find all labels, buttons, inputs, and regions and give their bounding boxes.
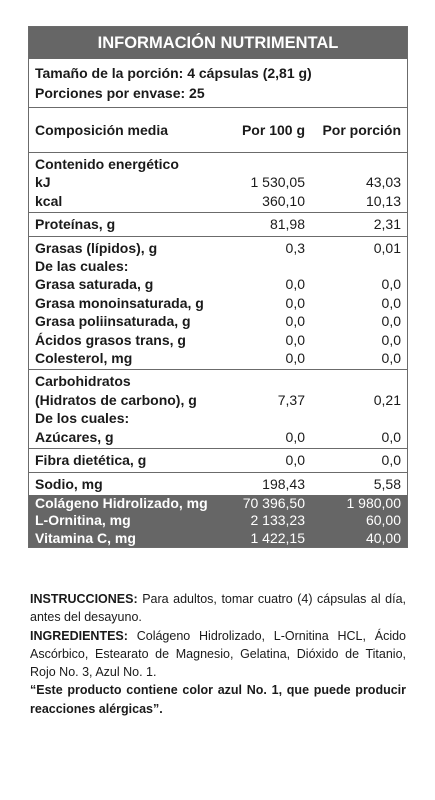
nutrient-label: Contenido energético <box>35 156 179 172</box>
value-per-100g: 0,0 <box>285 452 305 469</box>
nutrient-row <box>29 512 407 530</box>
nutrient-row <box>29 312 407 330</box>
value-per-serving: 10,13 <box>365 192 401 209</box>
nutrient-row <box>29 475 407 493</box>
nutrient-section <box>29 237 407 371</box>
instructions-label: INSTRUCCIONES: <box>30 592 138 606</box>
nutrient-row <box>29 215 407 233</box>
nutrient-row <box>29 495 407 513</box>
nutrient-label: Carbohidratos <box>35 373 131 390</box>
nutrient-section <box>29 370 407 449</box>
nutrient-label: (Hidratos de carbono), g <box>35 391 197 408</box>
ingredients <box>30 627 406 682</box>
value-per-100g: 7,37 <box>277 391 305 408</box>
value-per-100g <box>223 155 305 173</box>
nutrient-row <box>29 275 407 293</box>
servings-per-container: Porciones por envase: 25 <box>35 85 205 101</box>
nutrition-facts-panel <box>28 26 408 548</box>
value-per-serving: 40,00 <box>365 529 401 546</box>
value-per-serving: 2,31 <box>373 216 401 233</box>
value-per-100g: 0,0 <box>285 276 305 293</box>
nutrient-section <box>29 153 407 213</box>
nutrient-label: kcal <box>35 192 63 209</box>
nutrient-label: Fibra dietética, g <box>35 452 147 469</box>
serving-size: Tamaño de la porción: 4 cápsulas (2,81 g) <box>35 65 312 81</box>
value-per-100g: 0,0 <box>285 313 305 330</box>
nutrient-row <box>29 331 407 349</box>
ingredients-text: Colágeno Hidrolizado, L-Ornitina HCL, Ácido Ascórbico, Estearato de Magnesio, Gelatina, Dióxido de Titanio, Rojo No. 3, Azul No. 1. <box>30 628 406 680</box>
nutrient-section <box>29 449 407 472</box>
value-per-serving: 0,0 <box>381 452 401 469</box>
nutrient-row <box>29 257 407 275</box>
nutrient-label: kJ <box>35 174 51 191</box>
value-per-100g: 0,3 <box>285 239 305 256</box>
column-label: Composición media <box>35 122 169 138</box>
nutrient-label: De los cuales: <box>35 410 130 427</box>
nutrient-row <box>29 294 407 312</box>
value-per-100g: 0,0 <box>285 428 305 445</box>
column-per-serving: Por porción <box>322 122 401 138</box>
value-per-serving <box>305 409 407 427</box>
column-header <box>29 108 407 153</box>
value-per-100g <box>223 409 305 427</box>
value-per-100g: 1 530,05 <box>250 174 305 191</box>
nutrient-label: Sodio, mg <box>35 475 103 492</box>
nutrient-label: Grasas (lípidos), g <box>35 239 158 256</box>
value-per-serving: 0,0 <box>381 350 401 367</box>
nutrient-row <box>29 349 407 367</box>
nutrient-label: Grasa poliinsaturada, g <box>35 313 191 330</box>
value-per-100g <box>223 257 305 275</box>
nutrient-label: Vitamina C, mg <box>35 529 136 546</box>
nutrient-row <box>29 239 407 257</box>
nutrient-row <box>29 192 407 210</box>
allergy-warning: “Este producto contiene color azul No. 1, que puede producir reacciones alérgicas”. <box>30 683 406 716</box>
panel-title: INFORMACIÓN NUTRIMENTAL <box>29 27 407 59</box>
value-per-100g: 198,43 <box>262 475 305 492</box>
instructions-text: Para adultos, tomar cuatro (4) cápsulas al día, antes del desayuno. <box>30 592 406 625</box>
value-per-serving: 0,0 <box>381 428 401 445</box>
nutrient-label: L-Ornitina, mg <box>35 512 131 529</box>
nutrient-row <box>29 173 407 191</box>
serving-info <box>29 59 407 108</box>
nutrient-label: Grasa saturada, g <box>35 276 154 293</box>
nutrient-section <box>29 473 407 495</box>
value-per-serving: 0,0 <box>381 294 401 311</box>
value-per-serving: 5,58 <box>373 475 401 492</box>
nutrient-row <box>29 155 407 173</box>
value-per-100g: 2 133,23 <box>250 512 305 529</box>
highlight-section <box>29 495 407 548</box>
nutrient-label: Proteínas, g <box>35 216 116 233</box>
nutrient-row <box>29 451 407 469</box>
value-per-100g: 1 422,15 <box>250 529 305 546</box>
value-per-100g: 360,10 <box>262 192 305 209</box>
value-per-serving: 60,00 <box>365 512 401 529</box>
nutrient-section <box>29 213 407 236</box>
value-per-serving: 0,21 <box>373 391 401 408</box>
nutrient-row <box>29 391 407 409</box>
nutrient-label: Azúcares, g <box>35 428 114 445</box>
column-per100: Por 100 g <box>241 122 305 138</box>
value-per-serving <box>305 155 407 173</box>
ingredients-label: INGREDIENTES: <box>30 628 128 643</box>
label-notes <box>30 590 406 718</box>
nutrient-label: Ácidos grasos trans, g <box>35 331 186 348</box>
value-per-100g: 70 396,50 <box>242 494 305 511</box>
value-per-serving: 0,0 <box>381 276 401 293</box>
nutrient-label: Colágeno Hidrolizado, mg <box>35 494 208 511</box>
nutrient-label: Grasa monoinsaturada, g <box>35 294 204 311</box>
value-per-100g: 81,98 <box>269 216 305 233</box>
value-per-100g: 0,0 <box>285 294 305 311</box>
value-per-serving: 0,0 <box>381 313 401 330</box>
value-per-100g <box>223 372 305 390</box>
instructions <box>30 590 406 627</box>
nutrient-row <box>29 530 407 548</box>
value-per-serving: 43,03 <box>365 174 401 191</box>
value-per-100g: 0,0 <box>285 350 305 367</box>
nutrient-label: De las cuales: <box>35 258 129 275</box>
value-per-serving: 1 980,00 <box>346 494 401 511</box>
value-per-serving <box>305 257 407 275</box>
nutrient-label: Colesterol, mg <box>35 350 133 367</box>
nutrient-row <box>29 428 407 446</box>
nutrient-row <box>29 372 407 390</box>
value-per-serving <box>305 372 407 390</box>
value-per-100g: 0,0 <box>285 331 305 348</box>
value-per-serving: 0,01 <box>373 239 401 256</box>
nutrient-row <box>29 409 407 427</box>
value-per-serving: 0,0 <box>381 331 401 348</box>
